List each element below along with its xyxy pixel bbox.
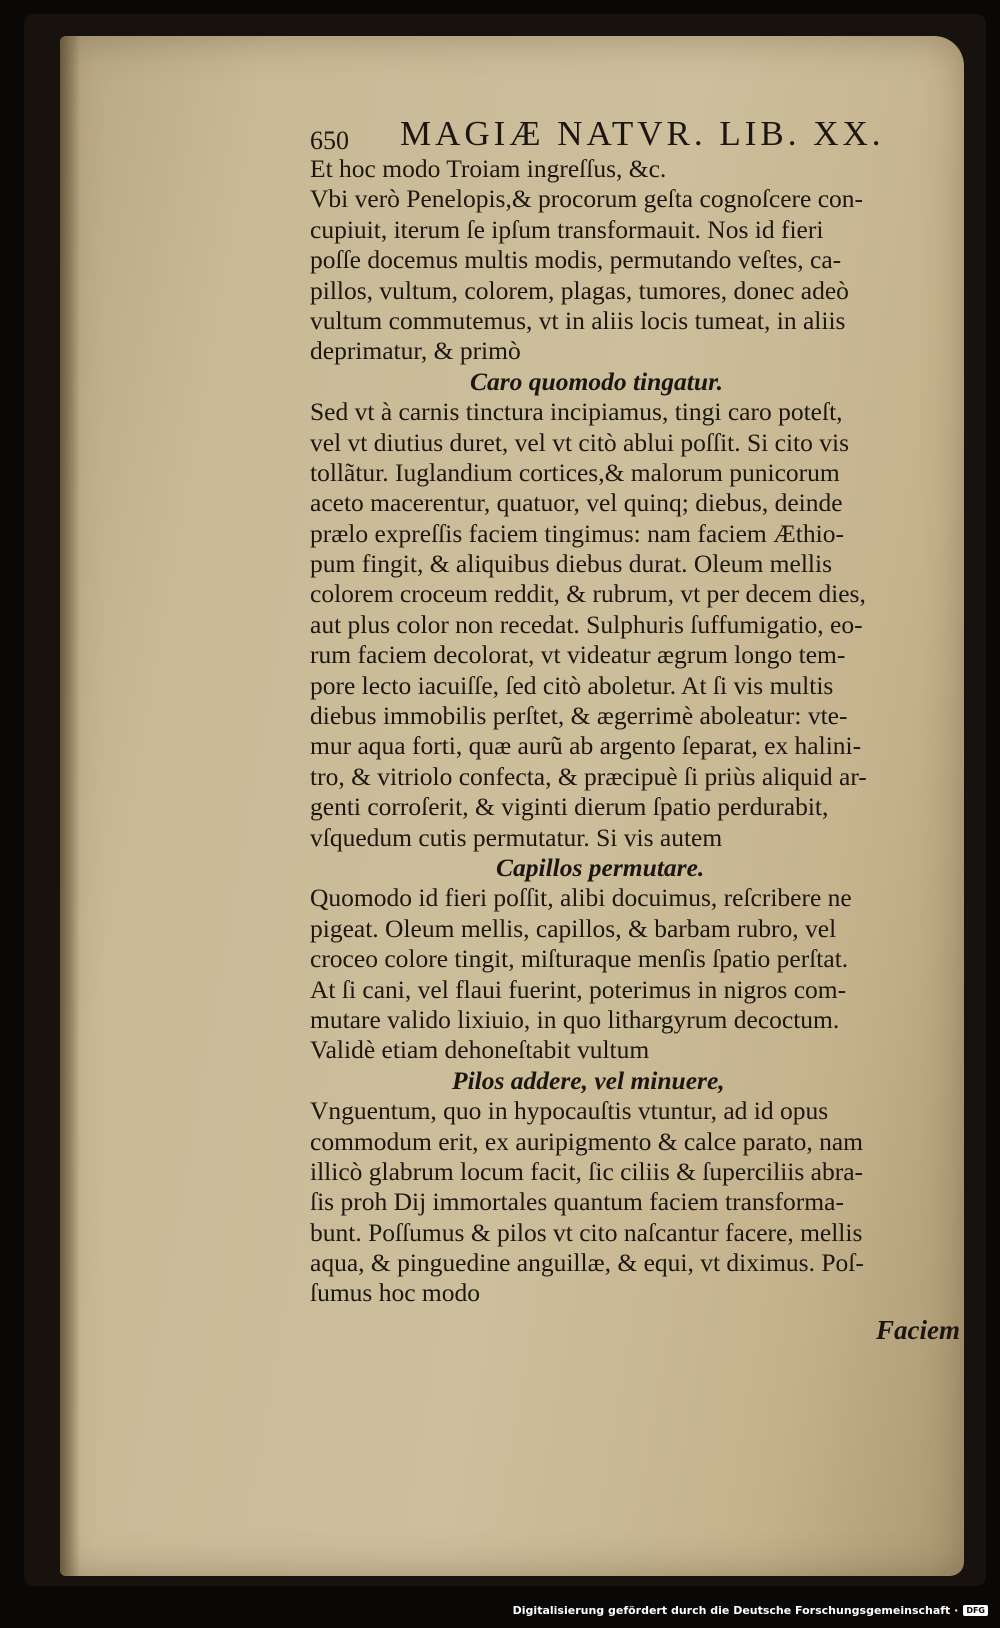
text-line: colorem croceum reddit, & rubrum, vt per decem dies, — [310, 579, 866, 609]
section-heading-pilos: Pilos addere, vel minuere, — [452, 1065, 725, 1095]
running-title: MAGIÆ NATVR. LIB. XX. — [400, 114, 885, 153]
text-line: vſquedum cutis permutatur. Si vis autem — [310, 822, 723, 852]
credit-text: Digitalisierung gefördert durch die Deutsche Forschungsgemeinschaft · — [512, 1604, 959, 1617]
catchword: Faciem — [876, 1314, 960, 1345]
text-line: vel vt diutius duret, vel vt citò ablui poſſit. Si cito vis — [310, 427, 849, 457]
text-line: pore lecto iacuiſſe, ſed citò aboletur. At ſi vis multis — [310, 670, 834, 700]
text-line: aut plus color non recedat. Sulphuris ſuffumigatio, eo- — [310, 609, 863, 639]
text-line: cupiuit, iterum ſe ipſum transformauit. Nos id fieri — [310, 214, 824, 244]
page-number: 650 — [310, 126, 349, 155]
text-line: Vbi verò Penelopis,& procorum geſta cognoſcere con- — [310, 184, 864, 214]
paragraph-pilos — [310, 1096, 970, 1309]
text-line: Validè etiam dehoneſtabit vultum — [310, 1035, 650, 1065]
book-page — [60, 36, 964, 1576]
text-line: commodum erit, ex auripigmento & calce parato, nam — [310, 1126, 864, 1156]
text-line: vultum commutemus, vt in aliis locis tumeat, in aliis — [310, 305, 846, 335]
section-heading-caro: Caro quomodo tingatur. — [470, 366, 723, 396]
text-line: deprimatur, & primò — [310, 336, 521, 366]
text-line: At ſi cani, vel flaui fuerint, poterimus in nigros com- — [310, 974, 847, 1004]
text-line: illicò glabrum locum facit, ſic ciliis & ſuperciliis abra- — [310, 1156, 864, 1186]
text-line: mutare valido lixiuio, in quo lithargyrum decoctum. — [310, 1004, 840, 1034]
book-scan — [24, 14, 986, 1586]
text-line: Vnguentum, quo in hypocauſtis vtuntur, ad id opus — [310, 1096, 829, 1126]
section-heading-capillos: Capillos permutare. — [496, 852, 705, 882]
text-line: Sed vt à carnis tinctura incipiamus, tingi caro poteſt, — [310, 397, 843, 427]
text-line: genti corroſerit, & viginti dierum ſpatio perdurabit, — [310, 792, 829, 822]
page-text-block — [310, 100, 970, 1345]
text-line: pillos, vultum, colorem, plagas, tumores, donec adeò — [310, 275, 849, 305]
text-line: tro, & vitriolo confecta, & præcipuè ſi priùs aliquid ar- — [310, 761, 867, 791]
text-line: croceo colore tingit, miſturaque menſis ſpatio perſtat. — [310, 944, 849, 974]
text-line: Et hoc modo Troiam ingreſſus, &c. — [310, 154, 667, 183]
text-line: pigeat. Oleum mellis, capillos, & barbam rubro, vel — [310, 913, 837, 943]
text-line: tollãtur. Iuglandium cortices,& malorum punicorum — [310, 457, 840, 487]
text-line: rum faciem decolorat, vt videatur ægrum longo tem- — [310, 640, 846, 670]
text-line: Quomodo id fieri poſſit, alibi docuimus, reſcribere ne — [310, 883, 852, 913]
dfg-logo: DFG — [963, 1605, 988, 1616]
paragraph-capillos — [310, 883, 970, 1065]
text-line: ſumus hoc modo — [310, 1278, 480, 1308]
text-line: aceto macerentur, quatuor, vel quinq; diebus, deinde — [310, 488, 843, 518]
digitization-credit — [513, 1604, 988, 1617]
paragraph-caro — [310, 397, 970, 853]
text-line: diebus immobilis perſtet, & ægerrimè aboleatur: vte- — [310, 701, 848, 731]
page-header — [310, 100, 970, 154]
paragraph-intro — [310, 154, 970, 367]
text-line: aqua, & pinguedine anguillæ, & equi, vt diximus. Poſ- — [310, 1248, 864, 1278]
page-gutter-shadow — [60, 36, 80, 1576]
text-line: pum fingit, & aliquibus diebus durat. Oleum mellis — [310, 549, 832, 579]
text-line: mur aqua forti, quæ aurũ ab argento ſeparat, ex halini- — [310, 731, 862, 761]
text-line: prælo expreſſis faciem tingimus: nam faciem Æthio- — [310, 518, 844, 548]
text-line: ſis proh Dij immortales quantum faciem transforma- — [310, 1187, 844, 1217]
text-line: bunt. Poſſumus & pilos vt cito naſcantur facere, mellis — [310, 1217, 863, 1247]
text-line: poſſe docemus multis modis, permutando veſtes, ca- — [310, 245, 842, 275]
